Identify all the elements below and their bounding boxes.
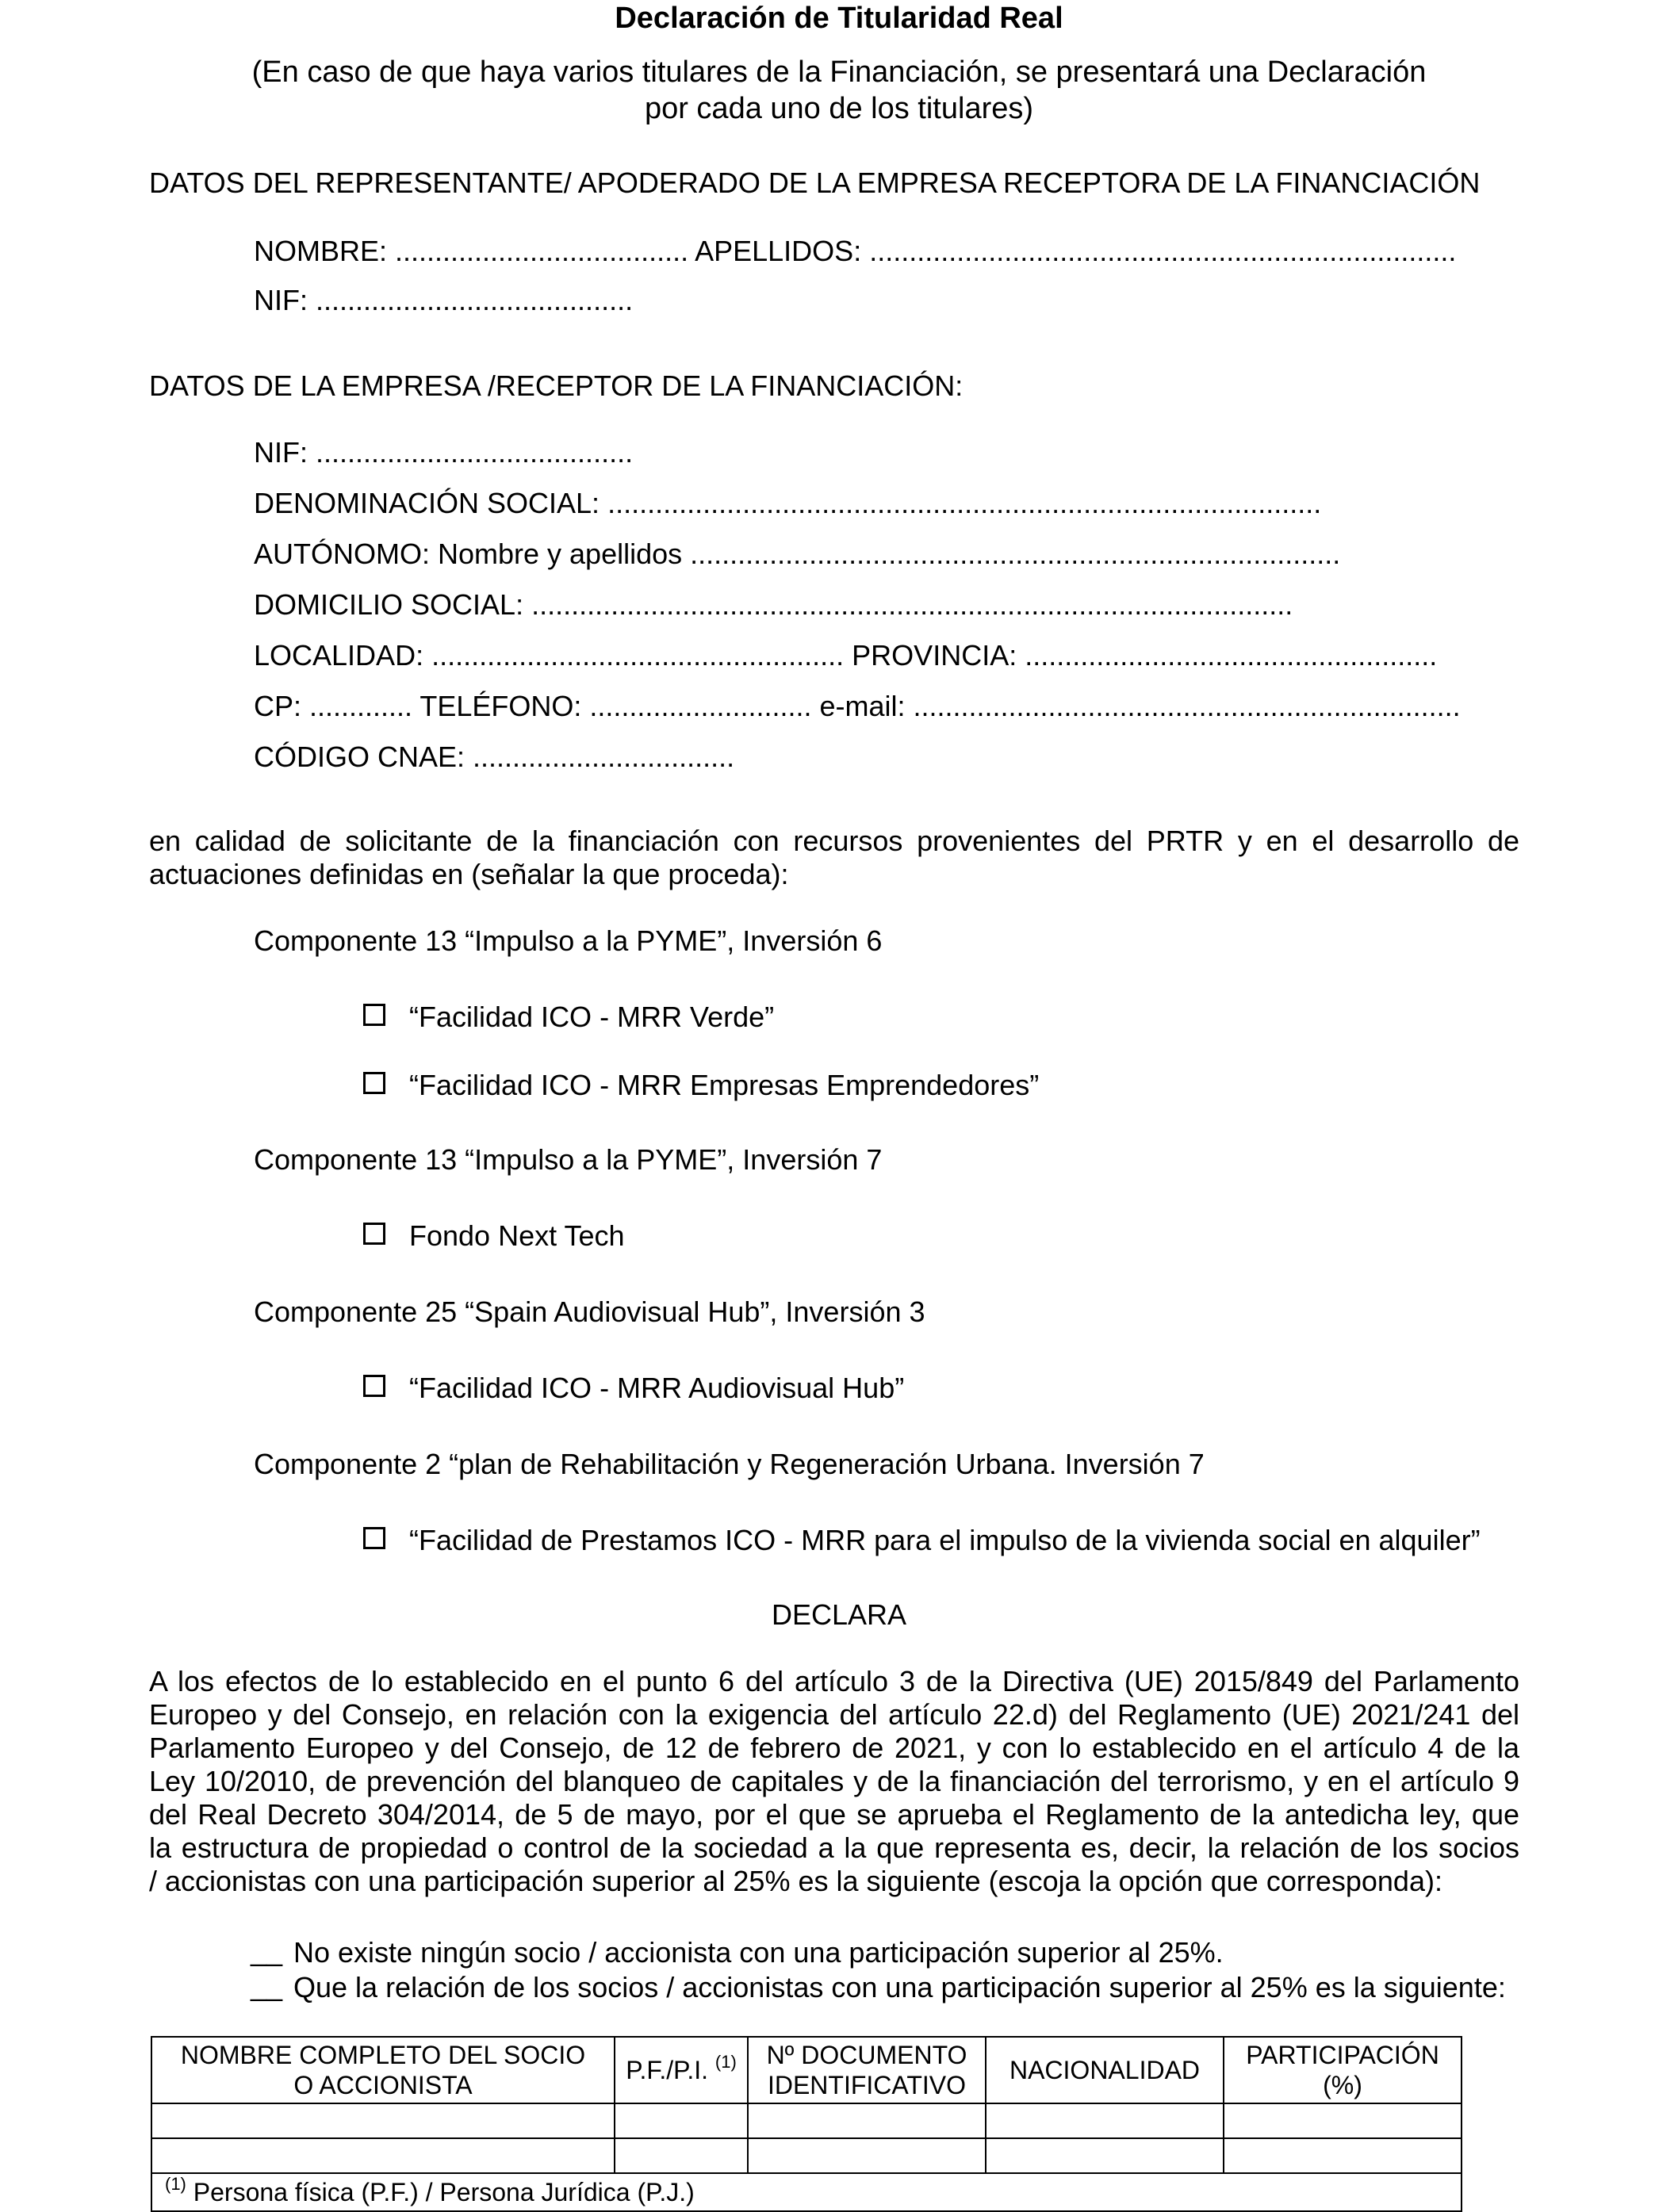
company-nif-field[interactable]: NIF: ........................................ [254, 436, 634, 469]
component-label: Componente 25 “Spain Audiovisual Hub”, Inversión 3 [254, 1295, 925, 1328]
option-checkbox-emprendedores[interactable] [363, 1072, 385, 1094]
person-type-cell[interactable] [615, 2138, 748, 2173]
document-subtitle-line-2: por cada uno de los titulares) [644, 92, 1034, 125]
company-contact-field[interactable]: CP: ............. TELÉFONO: ............................ e-mail: ..................................................................... [254, 690, 1461, 722]
document-title: Declaración de Titularidad Real [615, 2, 1063, 35]
table-footnote-row [151, 2173, 1462, 2211]
document-cell[interactable] [748, 2138, 986, 2173]
option-label: Fondo Next Tech [409, 1219, 625, 1252]
header-document-number [748, 2037, 986, 2103]
option-none-blank[interactable]: __ [251, 1935, 283, 1967]
document-subtitle-line-1: (En caso de que haya varios titulares de la Financiación, se presentará una Declaración [251, 55, 1427, 89]
company-autonomo-field[interactable]: AUTÓNOMO: Nombre y apellidos .................................................................................. [254, 538, 1341, 570]
header-owner-name-line-1: NOMBRE COMPLETO DEL SOCIO [180, 2041, 586, 2069]
declaration-line: A los efectos de lo establecido en el punto 6 del artículo 3 de la Directiva (UE) 2015/849 del Parlamento [149, 1665, 1519, 1697]
option-label: “Facilidad ICO - MRR Verde” [409, 1001, 775, 1033]
person-type-cell[interactable] [615, 2103, 748, 2138]
company-cnae-field[interactable]: CÓDIGO CNAE: ................................. [254, 741, 735, 773]
option-checkbox-audiovisual-hub[interactable] [363, 1375, 385, 1397]
component-label: Componente 2 “plan de Rehabilitación y Regeneración Urbana. Inversión 7 [254, 1448, 1205, 1480]
document-cell[interactable] [748, 2103, 986, 2138]
footnote-text: Persona física (P.F.) / Persona Jurídica (P.J.) [193, 2178, 695, 2206]
declaration-line: Europeo y del Consejo, en relación con la exigencia del artículo 22.d) del Reglamento (UE) 2021/241 del [149, 1698, 1519, 1731]
header-nationality-label: NACIONALIDAD [1009, 2056, 1201, 2084]
option-checkbox-verde[interactable] [363, 1004, 385, 1026]
option-list-blank[interactable]: __ [251, 1969, 283, 2002]
nationality-cell[interactable] [986, 2103, 1224, 2138]
option-label: “Facilidad ICO - MRR Audiovisual Hub” [409, 1372, 905, 1404]
header-owner-name [151, 2037, 615, 2103]
header-document-line-2: IDENTIFICATIVO [767, 2071, 967, 2099]
header-person-type-note: (1) [714, 2052, 737, 2072]
owners-table [151, 2036, 1462, 2212]
footnote-mark: (1) [165, 2174, 186, 2194]
option-checkbox-next-tech[interactable] [363, 1223, 385, 1245]
header-person-type [615, 2037, 748, 2103]
representative-nif-field[interactable]: NIF: ........................................ [254, 284, 634, 316]
table-row [151, 2103, 1462, 2138]
declaration-line: Parlamento Europeo y del Consejo, de 12 de febrero de 2021, y con lo establecido en el artículo 4 de la [149, 1732, 1519, 1764]
header-person-type-label: P.F./P.I. [626, 2056, 708, 2084]
representative-heading: DATOS DEL REPRESENTANTE/ APODERADO DE LA EMPRESA RECEPTORA DE LA FINANCIACIÓN [149, 166, 1481, 199]
intro-line: en calidad de solicitante de la financiación con recursos provenientes del PRTR y en el desarrollo de [149, 825, 1519, 857]
table-row [151, 2138, 1462, 2173]
header-owner-name-line-2: O ACCIONISTA [293, 2071, 473, 2099]
component-label: Componente 13 “Impulso a la PYME”, Inversión 6 [254, 924, 883, 957]
declaration-line: Ley 10/2010, de prevención del blanqueo de capitales y de la financiación del terrorismo, y en el artículo 9 [149, 1765, 1519, 1797]
option-checkbox-vivienda-social[interactable] [363, 1527, 385, 1549]
representative-name-field[interactable]: NOMBRE: ..................................... APELLIDOS: .......................................................................... [254, 235, 1457, 267]
nationality-cell[interactable] [986, 2138, 1224, 2173]
header-nationality [986, 2037, 1224, 2103]
declaration-line: del Real Decreto 304/2014, de 5 de mayo, por el que se aprueba el Reglamento de la antedicha ley, que [149, 1798, 1519, 1831]
company-denomination-field[interactable]: DENOMINACIÓN SOCIAL: .......................................................................................... [254, 487, 1322, 519]
participation-cell[interactable] [1224, 2138, 1462, 2173]
owner-name-cell[interactable] [151, 2103, 615, 2138]
option-label: “Facilidad de Prestamos ICO - MRR para el impulso de la vivienda social en alquiler” [409, 1524, 1481, 1556]
declaration-line: / accionistas con una participación superior al 25% es la siguiente (escoja la opción que corresponda): [149, 1865, 1442, 1897]
declaration-line: la estructura de propiedad o control de la sociedad a la que representa es, decir, la relación de los socios [149, 1831, 1519, 1864]
participation-cell[interactable] [1224, 2103, 1462, 2138]
header-participation-line-2: (%) [1323, 2071, 1362, 2099]
declaration-paragraph [149, 1665, 1519, 1898]
component-label: Componente 13 “Impulso a la PYME”, Inversión 7 [254, 1143, 883, 1176]
intro-line: actuaciones definidas en (señalar la que proceda): [149, 858, 789, 890]
company-localidad-provincia-field[interactable]: LOCALIDAD: .................................................... PROVINCIA: .................................................... [254, 639, 1438, 672]
declaration-heading: DECLARA [771, 1598, 907, 1631]
header-participation [1224, 2037, 1462, 2103]
owner-name-cell[interactable] [151, 2138, 615, 2173]
header-participation-line-1: PARTICIPACIÓN [1246, 2041, 1439, 2069]
option-none-label: No existe ningún socio / accionista con una participación superior al 25%. [293, 1936, 1224, 1969]
table-footnote [151, 2173, 1462, 2211]
owners-table-header-row [151, 2037, 1462, 2103]
company-heading: DATOS DE LA EMPRESA /RECEPTOR DE LA FINANCIACIÓN: [149, 369, 964, 402]
option-label: “Facilidad ICO - MRR Empresas Emprendedores” [409, 1069, 1040, 1101]
company-domicilio-field[interactable]: DOMICILIO SOCIAL: ................................................................................................ [254, 588, 1293, 621]
intro-paragraph [149, 825, 1519, 891]
option-list-label: Que la relación de los socios / accionistas con una participación superior al 25% es la siguiente: [293, 1971, 1506, 2003]
header-document-line-1: Nº DOCUMENTO [766, 2041, 967, 2069]
